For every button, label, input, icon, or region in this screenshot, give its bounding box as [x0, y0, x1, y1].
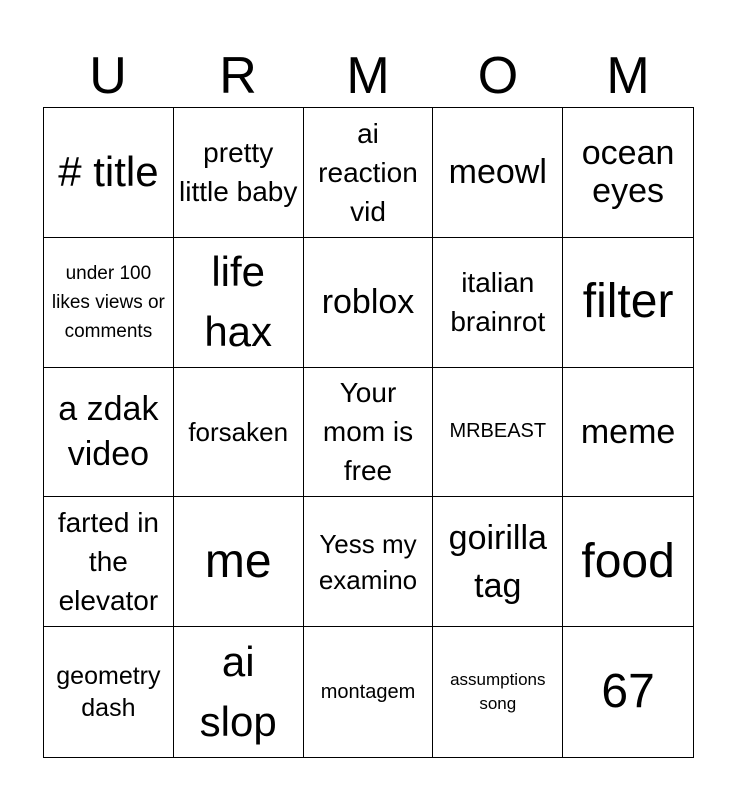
- header-letter-o: O: [477, 47, 519, 105]
- header-letter-m: M: [346, 47, 390, 105]
- cell-label: # title: [58, 148, 159, 196]
- header-letter-m-2: M: [606, 47, 650, 105]
- bingo-cell-r5c3[interactable]: [304, 627, 434, 757]
- cell-label: MRBEAST: [449, 420, 547, 443]
- bingo-cell-r4c1[interactable]: [44, 497, 174, 627]
- bingo-cell-r1c1[interactable]: [44, 108, 174, 238]
- cell-label: Your mom is free: [322, 377, 414, 487]
- cell-label: food: [581, 534, 675, 588]
- cell-label: 67: [601, 665, 655, 719]
- bingo-cell-r4c3[interactable]: [304, 497, 434, 627]
- bingo-cell-r3c5[interactable]: [563, 368, 693, 498]
- cell-label: meme: [580, 412, 676, 451]
- header-letter-r: R: [219, 47, 257, 105]
- cell-label: montagem: [320, 680, 416, 703]
- cell-label: under 100 likes views or comments: [51, 262, 165, 342]
- bingo-cell-r4c4[interactable]: [433, 497, 563, 627]
- header-letter-u: U: [89, 47, 127, 105]
- cell-label: meowl: [448, 153, 547, 192]
- cell-label: ocean eyes: [581, 134, 675, 211]
- cell-label: pretty little baby: [179, 137, 298, 208]
- bingo-cell-r1c4[interactable]: [433, 108, 563, 238]
- cell-label: goirilla tag: [448, 518, 547, 605]
- bingo-board: [43, 107, 694, 758]
- cell-label: ai reaction vid: [318, 117, 418, 227]
- bingo-cell-r3c2[interactable]: [174, 368, 304, 498]
- bingo-cell-r5c2[interactable]: [174, 627, 304, 757]
- bingo-cell-r3c1[interactable]: [44, 368, 174, 498]
- bingo-cell-r5c5[interactable]: [563, 627, 693, 757]
- bingo-cell-r1c3[interactable]: [304, 108, 434, 238]
- bingo-cell-r5c4[interactable]: [433, 627, 563, 757]
- cell-label: farted in the elevator: [57, 507, 159, 617]
- bingo-cell-r4c2[interactable]: [174, 497, 304, 627]
- cell-label: a zdak video: [58, 389, 159, 473]
- cell-label: forsaken: [188, 416, 289, 447]
- bingo-cell-r2c4[interactable]: [433, 238, 563, 368]
- bingo-cell-r3c4[interactable]: [433, 368, 563, 498]
- cell-label: italian brainrot: [450, 267, 546, 338]
- cell-label: filter: [582, 275, 674, 329]
- bingo-cell-r1c2[interactable]: [174, 108, 304, 238]
- bingo-cell-r4c5[interactable]: [563, 497, 693, 627]
- bingo-cell-r2c2[interactable]: [174, 238, 304, 368]
- bingo-cell-r2c3[interactable]: [304, 238, 434, 368]
- cell-label: Yess my examino: [318, 528, 418, 595]
- bingo-cell-r3c3[interactable]: [304, 368, 434, 498]
- bingo-cell-r2c5[interactable]: [563, 238, 693, 368]
- bingo-cell-r5c1[interactable]: [44, 627, 174, 757]
- bingo-cell-r1c5[interactable]: [563, 108, 693, 238]
- cell-label: ai slop: [199, 638, 277, 746]
- bingo-header: [43, 44, 693, 108]
- cell-label: me: [204, 534, 272, 588]
- bingo-cell-r2c1[interactable]: [44, 238, 174, 368]
- cell-label: life hax: [204, 248, 273, 356]
- cell-label: assumptions song: [450, 670, 546, 714]
- cell-label: geometry dash: [56, 662, 161, 723]
- cell-label: roblox: [321, 283, 415, 322]
